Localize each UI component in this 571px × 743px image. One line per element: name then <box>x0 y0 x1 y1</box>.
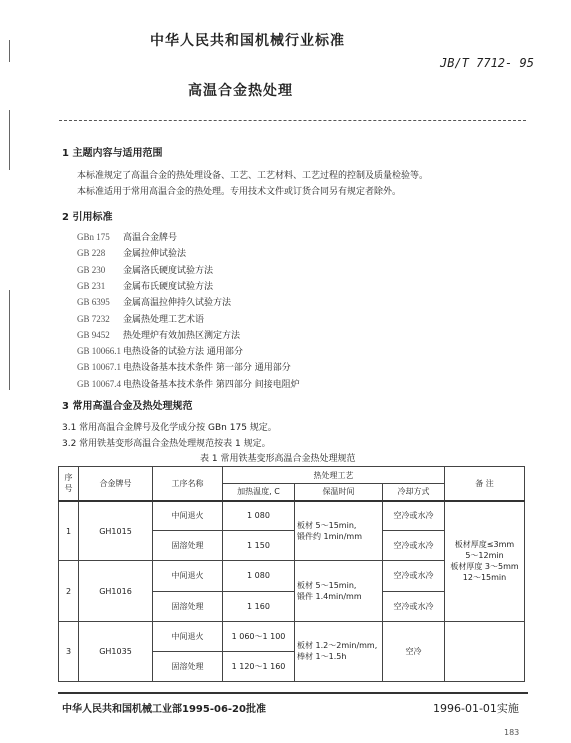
row-seq: 1 <box>59 501 79 561</box>
row-seq: 3 <box>59 621 79 681</box>
organization-title: 中华人民共和国机械行业标准 <box>150 33 345 49</box>
reference-title: 金属拉伸试验法 <box>123 249 187 260</box>
row-hold: 板材 5～15min, 锻件约 1min/mm <box>295 501 383 561</box>
left-margin-mark <box>9 290 10 390</box>
section-1-para-2: 本标准适用于常用高温合金的热处理。专用技术文件或订货合同另有规定者除外。 <box>77 187 402 197</box>
reference-code: GB 6395 <box>77 297 110 308</box>
step-cool: 空冷或水冷 <box>383 561 445 591</box>
step-cool: 空冷或水冷 <box>383 501 445 531</box>
reference-item <box>77 279 213 292</box>
reference-code: GB 230 <box>77 264 106 275</box>
step-temp: 1 160 <box>223 591 295 621</box>
header-params: 热处理工艺 <box>223 467 445 484</box>
row-grade: GH1015 <box>79 501 153 561</box>
page-number: 183 <box>504 728 520 737</box>
reference-title: 电热设备基本技术条件 第四部分 间接电阻炉 <box>123 379 300 390</box>
reference-code: GB 231 <box>77 280 106 291</box>
left-margin-mark <box>9 40 10 62</box>
row-hold: 板材 5～15min, 锻件 1.4min/mm <box>295 561 383 621</box>
reference-item <box>77 312 204 325</box>
row-seq: 2 <box>59 561 79 621</box>
step-cool: 空冷或水冷 <box>383 591 445 621</box>
table-row <box>59 621 525 651</box>
step-temp: 1 150 <box>223 531 295 561</box>
reference-code: GB 228 <box>77 248 106 259</box>
row-remark-empty <box>445 621 525 681</box>
effective-date: 1996-01-01实施 <box>433 702 519 715</box>
section-2-heading: 2 引用标准 <box>62 212 113 223</box>
step-temp: 1 060～1 100 <box>223 621 295 651</box>
header-process: 工序名称 <box>153 467 223 501</box>
row-grade: GH1016 <box>79 561 153 621</box>
clause-3-2: 3.2 常用铁基变形高温合金热处理规范按表 1 规定。 <box>62 439 271 449</box>
step-name: 中间退火 <box>153 501 223 531</box>
row-remark: 板材厚度≤3mm 5～12min 板材厚度 3～5mm 12～15min <box>445 501 525 622</box>
step-name: 固溶处理 <box>153 531 223 561</box>
reference-code: GB 10067.1 <box>77 362 122 373</box>
step-name: 固溶处理 <box>153 651 223 681</box>
step-name: 中间退火 <box>153 621 223 651</box>
reference-title: 金属布氏硬度试验方法 <box>123 281 214 292</box>
reference-title: 金属洛氏硬度试验方法 <box>123 265 214 276</box>
row-grade: GH1035 <box>79 621 153 681</box>
step-name: 中间退火 <box>153 561 223 591</box>
reference-item <box>77 295 231 308</box>
reference-title: 电热设备基本技术条件 第一部分 通用部分 <box>123 363 291 374</box>
document-title: 高温合金热处理 <box>188 83 293 99</box>
reference-item <box>77 230 177 243</box>
header-temp: 加热温度, C <box>223 484 295 501</box>
reference-code: GB 9452 <box>77 329 110 340</box>
table-row <box>59 501 525 531</box>
reference-title: 金属热处理工艺术语 <box>123 314 205 325</box>
reference-code: GB 10067.4 <box>77 378 122 389</box>
step-name: 固溶处理 <box>153 591 223 621</box>
step-cool: 空冷或水冷 <box>383 531 445 561</box>
title-divider <box>59 120 526 121</box>
step-temp: 1 120～1 160 <box>223 651 295 681</box>
reference-item <box>77 377 300 390</box>
reference-item <box>77 360 291 373</box>
step-temp: 1 080 <box>223 501 295 531</box>
reference-title: 热处理炉有效加热区测定方法 <box>123 330 241 341</box>
heat-treatment-table <box>58 466 525 682</box>
reference-item <box>77 263 213 276</box>
reference-item <box>77 344 243 357</box>
approval-line: 中华人民共和国机械工业部1995-06-20批准 <box>62 704 266 715</box>
header-hold: 保温时间 <box>295 484 383 501</box>
reference-code: GB 7232 <box>77 313 110 324</box>
footer-rule <box>58 692 528 694</box>
header-grade: 合金牌号 <box>79 467 153 501</box>
reference-item <box>77 328 240 341</box>
row-hold: 板材 1.2～2min/mm, 棒材 1～1.5h <box>295 621 383 681</box>
section-3-heading: 3 常用高温合金及热处理规范 <box>62 401 193 412</box>
reference-code: GB 10066.1 <box>77 346 122 357</box>
step-cool: 空冷 <box>383 621 445 681</box>
step-temp: 1 080 <box>223 561 295 591</box>
section-1-para-1: 本标准规定了高温合金的热处理设备、工艺、工艺材料、工艺过程的控制及质量检验等。 <box>77 171 429 181</box>
table-caption: 表 1 常用铁基变形高温合金热处理规范 <box>200 454 356 464</box>
reference-title: 高温合金牌号 <box>123 233 178 243</box>
clause-3-1: 3.1 常用高温合金牌号及化学成分按 GBn 175 规定。 <box>62 423 277 433</box>
reference-code: GBn 175 <box>77 232 110 242</box>
section-1-heading: 1 主题内容与适用范围 <box>62 148 163 159</box>
reference-title: 电热设备的试验方法 通用部分 <box>123 347 243 358</box>
standard-number: JB/T 7712- 95 <box>440 56 534 70</box>
left-margin-mark <box>9 110 10 170</box>
reference-item <box>77 246 186 259</box>
header-cool: 冷却方式 <box>383 484 445 501</box>
header-remark: 备 注 <box>445 467 525 501</box>
header-seq: 序号 <box>59 467 79 501</box>
reference-title: 金属高温拉伸持久试验方法 <box>123 298 232 309</box>
